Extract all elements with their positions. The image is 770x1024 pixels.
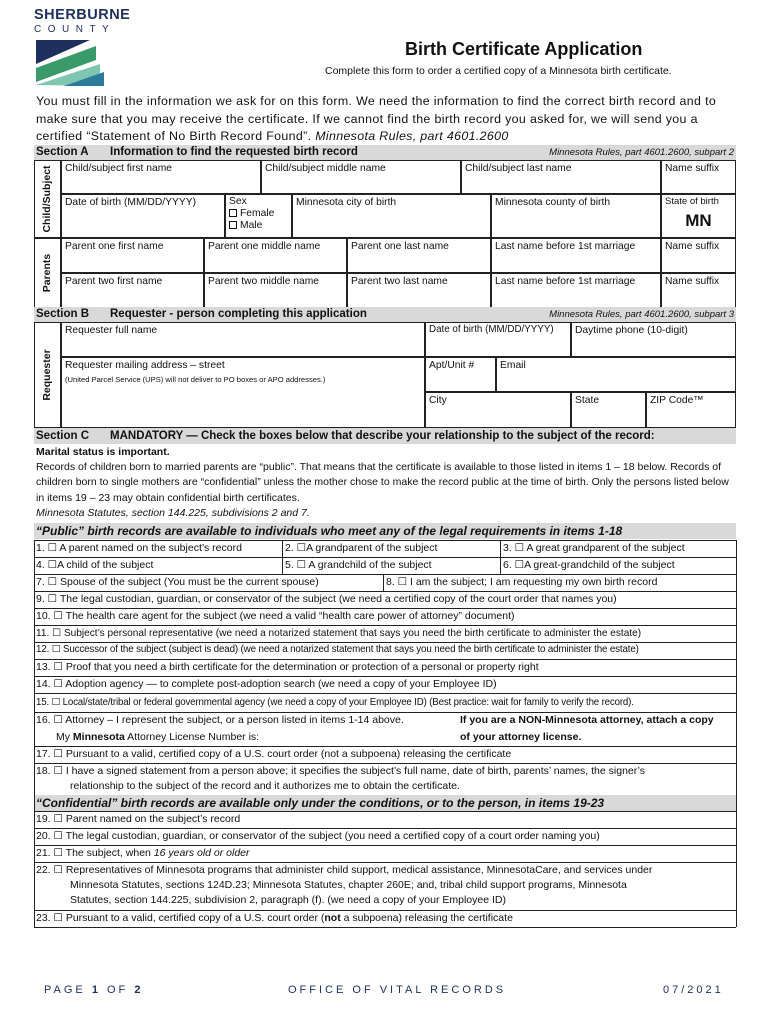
apt-unit-field[interactable]: Apt/Unit # <box>425 357 496 392</box>
confidential-records-heading: “Confidential” birth records are available only under the conditions, or to the person, in items 19-23 <box>34 795 736 811</box>
item-10-checkbox[interactable]: 10. ☐ The health care agent for the subject (we need a valid “health care power of attorney” document) <box>36 610 515 622</box>
item-7-checkbox[interactable]: 7. ☐ Spouse of the subject (You must be the current spouse) <box>36 576 319 588</box>
divider <box>34 746 736 747</box>
item-16-checkbox[interactable]: 16. ☐ Attorney – I represent the subject, or a person listed in items 1-14 above. <box>36 714 404 726</box>
logo-line1: SHERBURNE <box>34 7 131 23</box>
divider <box>34 845 736 846</box>
divider <box>34 659 736 660</box>
county-of-birth-field[interactable]: Minnesota county of birth <box>491 194 661 238</box>
requester-phone-field[interactable]: Daytime phone (10-digit) <box>571 322 736 357</box>
county-logo <box>34 6 131 88</box>
item-12-checkbox[interactable]: 12. ☐ Successor of the subject (subject is dead) (we need a notarized statement that says you need the birth certificate to administer the estate) <box>36 644 639 655</box>
divider <box>736 540 737 927</box>
parent2-middle-name-field[interactable]: Parent two middle name <box>204 273 347 308</box>
marital-status-note <box>36 445 736 521</box>
item-13-checkbox[interactable]: 13. ☐ Proof that you need a birth certificate for the determination or protection of a personal or property right <box>36 661 539 673</box>
requester-address-field[interactable]: Requester mailing address – street (United Parcel Service (UPS) will not deliver to PO boxes or APO addresses.) <box>61 357 425 428</box>
item-4-checkbox[interactable]: 4. ☐A child of the subject <box>36 559 154 571</box>
section-b-rule: Minnesota Rules, part 4601.2600, subpart 3 <box>549 309 734 320</box>
ups-note: (United Parcel Service (UPS) will not deliver to PO boxes or APO addresses.) <box>65 375 326 385</box>
divider <box>34 676 736 677</box>
item-18-continuation: relationship to the subject of the record and it authorizes me to obtain the certificate. <box>70 780 460 792</box>
male-checkbox[interactable]: Male <box>229 220 288 232</box>
item-16-non-mn-note-2: of your attorney license. <box>460 731 582 743</box>
parent1-last-name-before-marriage-field[interactable]: Last name before 1st marriage <box>491 238 661 273</box>
marital-heading: Marital status is important. <box>36 446 170 458</box>
item-20-checkbox[interactable]: 20. ☐ The legal custodian, guardian, or conservator of the subject (you need a certified copy of a court order naming you) <box>36 830 600 842</box>
intro-text: You must fill in the information we ask for on this form. We need the information to find the correct birth record and to make sure that you may receive the certificate. If we cannot find the birth record you asked for, we will send you a certified “Statement of No Birth Record Found”. <box>36 94 717 144</box>
section-b-label: Section B <box>36 308 90 320</box>
item-14-checkbox[interactable]: 14. ☐ Adoption agency — to complete post-adoption search (we need a copy of your Employee ID) <box>36 678 497 690</box>
child-name-suffix-field[interactable]: Name suffix <box>661 160 736 194</box>
requester-full-name-field[interactable]: Requester full name <box>61 322 425 357</box>
item-22-continuation-2: Statutes, section 144.225, subdivision 2, paragraph (f). (we need a copy of your Employee ID) <box>70 894 506 906</box>
side-label-child: Child/Subject <box>34 160 61 238</box>
parent1-last-name-field[interactable]: Parent one last name <box>347 238 491 273</box>
intro-citation: Minnesota Rules, part 4601.2600 <box>315 129 509 144</box>
item-8-checkbox[interactable]: 8. ☐ I am the subject; I am requesting my own birth record <box>386 576 658 588</box>
section-b-header <box>34 307 736 322</box>
section-a-title: Information to find the requested birth record <box>110 146 358 158</box>
marital-text: Records of children born to married parents are “public”. That means that the certificate is available to those listed in items 1 – 18 below. Records of children born to single mothers are “confidential” unless the mother chose to make the record public at the time of birth. Only the persons listed below in items 19 – 23 may obtain confidential birth certificates. <box>36 461 729 504</box>
parent2-last-name-before-marriage-field[interactable]: Last name before 1st marriage <box>491 273 661 308</box>
item-23-checkbox[interactable]: 23. ☐ Pursuant to a valid, certified copy of a U.S. court order (not a subpoena) releasing the certificate <box>36 912 513 924</box>
divider <box>34 557 736 558</box>
divider <box>34 763 736 764</box>
page-subtitle: Complete this form to order a certified copy of a Minnesota birth certificate. <box>325 65 672 77</box>
section-c-header <box>34 428 736 444</box>
parent2-name-suffix-field[interactable]: Name suffix <box>661 273 736 308</box>
parent2-last-name-field[interactable]: Parent two last name <box>347 273 491 308</box>
item-15-checkbox[interactable]: 15. ☐ Local/state/tribal or federal governmental agency (we need a copy of your Employee ID) (Best practice: wait for family to verify the record). <box>36 697 634 708</box>
divider <box>34 574 736 575</box>
email-field[interactable]: Email <box>496 357 736 392</box>
divider <box>34 910 736 911</box>
public-records-heading: “Public” birth records are available to individuals who meet any of the legal requirements in items 1-18 <box>34 523 736 539</box>
marital-statute: Minnesota Statutes, section 144.225, subdivisions 2 and 7. <box>36 506 310 519</box>
item-5-checkbox[interactable]: 5. ☐ A grandchild of the subject <box>285 559 432 571</box>
child-first-name-field[interactable]: Child/subject first name <box>61 160 261 194</box>
logo-graphic-icon <box>34 38 106 88</box>
item-22-checkbox[interactable]: 22. ☐ Representatives of Minnesota programs that administer child support, medical assistance, MinnesotaCare, and services under <box>36 864 653 876</box>
section-a-label: Section A <box>36 146 89 158</box>
divider <box>34 608 736 609</box>
divider <box>383 574 384 591</box>
sex-field: Sex Female Male <box>225 194 292 238</box>
section-c-title: MANDATORY — Check the boxes below that describe your relationship to the subject of the record: <box>110 430 655 442</box>
item-2-checkbox[interactable]: 2. ☐A grandparent of the subject <box>285 542 438 554</box>
side-label-requester: Requester <box>34 322 61 428</box>
item-17-checkbox[interactable]: 17. ☐ Pursuant to a valid, certified copy of a U.S. court order (not a subpoena) releasing the certificate <box>36 748 512 760</box>
parent1-middle-name-field[interactable]: Parent one middle name <box>204 238 347 273</box>
item-19-checkbox[interactable]: 19. ☐ Parent named on the subject’s record <box>36 813 241 825</box>
state-of-birth-value: MN <box>685 211 712 231</box>
item-16-non-mn-note: If you are a NON-Minnesota attorney, attach a copy <box>460 714 714 726</box>
child-middle-name-field[interactable]: Child/subject middle name <box>261 160 461 194</box>
divider <box>34 693 736 694</box>
state-of-birth-field: State of birth MN <box>661 194 736 238</box>
footer-office: OFFICE OF VITAL RECORDS <box>288 984 507 996</box>
divider <box>34 712 736 713</box>
zip-code-field[interactable]: ZIP Code™ <box>646 392 736 428</box>
section-c-label: Section C <box>36 430 90 442</box>
section-b-title: Requester - person completing this application <box>110 308 367 320</box>
item-16-license-line: My Minnesota Attorney License Number is: <box>56 731 260 743</box>
divider <box>34 540 736 541</box>
divider <box>34 828 736 829</box>
child-last-name-field[interactable]: Child/subject last name <box>461 160 661 194</box>
item-22-continuation-1: Minnesota Statutes, sections 124D.23; Minnesota Statutes, chapter 260E; and, tribal child support programs, Minnesota <box>70 879 627 891</box>
item-1-checkbox[interactable]: 1. ☐ A parent named on the subject’s record <box>36 542 242 554</box>
divider <box>34 625 736 626</box>
state-field[interactable]: State <box>571 392 646 428</box>
divider <box>34 811 736 812</box>
parent2-first-name-field[interactable]: Parent two first name <box>61 273 204 308</box>
footer-date: 07/2021 <box>663 984 724 996</box>
child-dob-field[interactable]: Date of birth (MM/DD/YYYY) <box>61 194 225 238</box>
item-6-checkbox[interactable]: 6. ☐A great-grandchild of the subject <box>503 559 675 571</box>
divider <box>34 642 736 643</box>
logo-line2: COUNTY <box>34 23 116 35</box>
city-of-birth-field[interactable]: Minnesota city of birth <box>292 194 491 238</box>
parent1-first-name-field[interactable]: Parent one first name <box>61 238 204 273</box>
page-number: PAGE 1 OF 2 <box>44 984 144 996</box>
section-a-rule: Minnesota Rules, part 4601.2600, subpart 2 <box>549 147 734 158</box>
item-3-checkbox[interactable]: 3. ☐ A great grandparent of the subject <box>503 542 685 554</box>
divider <box>34 591 736 592</box>
parent1-name-suffix-field[interactable]: Name suffix <box>661 238 736 273</box>
side-label-parents: Parents <box>34 238 61 308</box>
item-21-checkbox[interactable]: 21. ☐ The subject, when 16 years old or older <box>36 847 250 859</box>
female-checkbox[interactable]: Female <box>229 208 288 220</box>
intro-paragraph <box>36 93 736 146</box>
section-a-header <box>34 145 736 160</box>
city-field[interactable]: City <box>425 392 571 428</box>
divider <box>34 540 35 927</box>
page-title: Birth Certificate Application <box>405 39 643 59</box>
item-18-checkbox[interactable]: 18. ☐ I have a signed statement from a person above; it specifies the subject’s full name, date of birth, parents’ names, the signer’s <box>36 765 646 777</box>
item-11-checkbox[interactable]: 11. ☐ Subject’s personal representative (we need a notarized statement that says you need the birth certificate to administer the estate) <box>36 628 642 639</box>
item-9-checkbox[interactable]: 9. ☐ The legal custodian, guardian, or conservator of the subject (we need a certified copy of the court order that names you) <box>36 593 617 605</box>
requester-dob-field[interactable]: Date of birth (MM/DD/YYYY) <box>425 322 571 357</box>
divider <box>34 862 736 863</box>
divider <box>34 927 736 928</box>
